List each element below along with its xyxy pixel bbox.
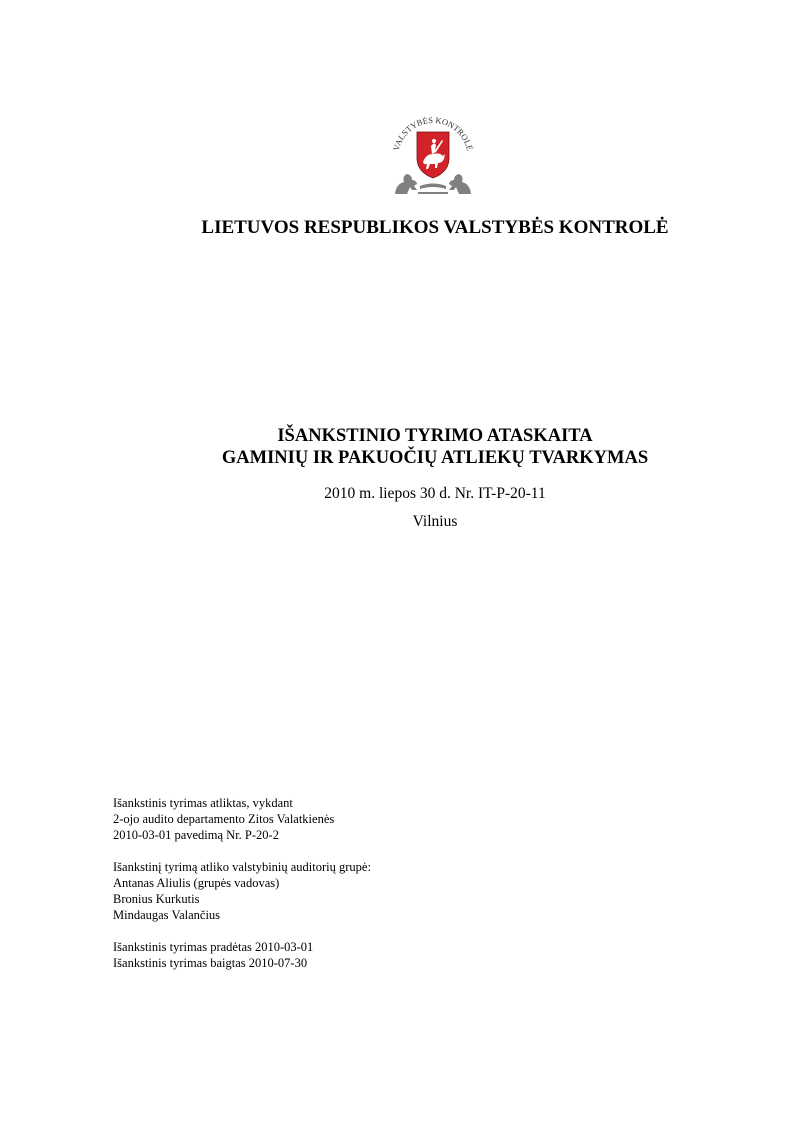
team-member: Bronius Kurkutis — [113, 892, 200, 906]
report-details — [113, 795, 371, 971]
state-audit-emblem-icon — [390, 110, 476, 200]
start-date: Išankstinis tyrimas pradėtas 2010-03-01 — [113, 940, 314, 954]
spacer — [113, 923, 371, 939]
spacer — [113, 843, 371, 859]
emblem-text: VALSTYBĖS KONTROLĖ — [390, 114, 476, 152]
report-title-line2: GAMINIŲ IR PAKUOČIŲ ATLIEKŲ TVARKYMAS — [221, 448, 649, 468]
report-city: Vilnius — [412, 513, 458, 530]
basis-line: 2010-03-01 pavedimą Nr. P-20-2 — [113, 828, 279, 842]
report-title-line1: IŠANKSTINIO TYRIMO ATASKAITA — [277, 426, 593, 446]
team-member: Antanas Aliulis (grupės vadovas) — [113, 876, 280, 890]
basis-line: Išankstinis tyrimas atliktas, vykdant — [113, 796, 293, 810]
end-date: Išankstinis tyrimas baigtas 2010-07-30 — [113, 956, 308, 970]
team-heading: Išankstinį tyrimą atliko valstybinių auditorių grupė: — [113, 860, 371, 874]
report-date-number: 2010 m. liepos 30 d. Nr. IT-P-20-11 — [324, 485, 546, 502]
basis-line: 2-ojo audito departamento Zitos Valatkienės — [113, 812, 335, 826]
organization-title: LIETUVOS RESPUBLIKOS VALSTYBĖS KONTROLĖ — [201, 217, 669, 238]
team-member: Mindaugas Valančius — [113, 908, 221, 922]
